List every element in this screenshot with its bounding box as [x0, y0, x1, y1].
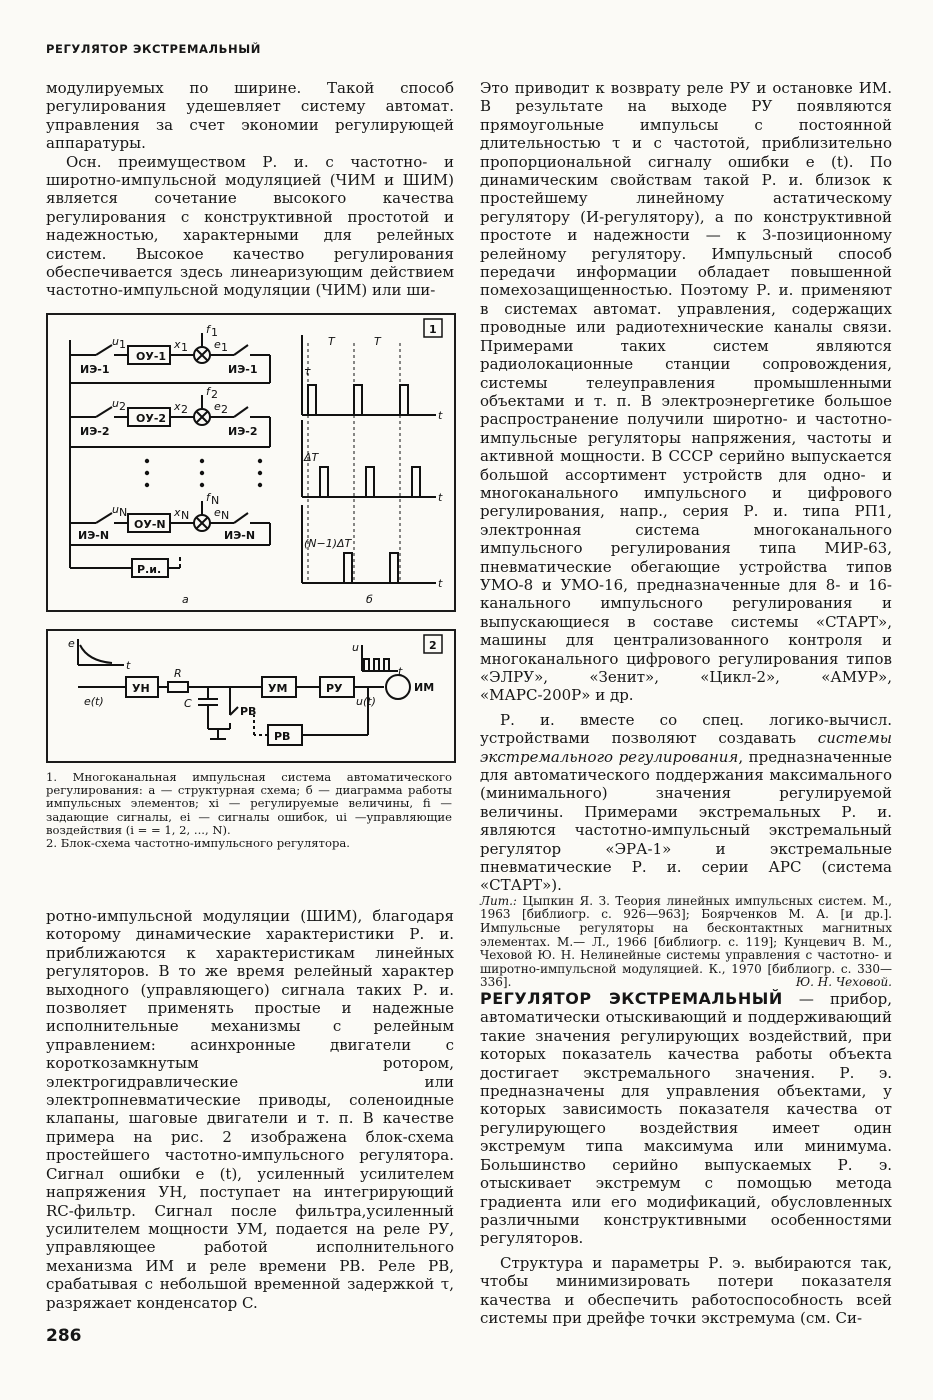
- entry-text: — прибор, автоматически отыскивающий и поддерживающий такие значения регулирующих воздействий, при которых показатель качества работы объекта достигает экстремального значения. Р. э. предназначены для управления объектами, у которых зависимость показателя качества от регулирующего воздействия имеет один экстремум типа максимума или минимума. Большинство серийно выпускаемых Р. э. отыскивает экстремум с помощью метода градиента или его модификаций, обусловленных различными конструктивными особенностями регуляторов.: [480, 990, 892, 1248]
- um-label: УМ: [268, 682, 288, 695]
- text-run: Р. и. вместе со спец. логико-вычисл. устройствами позволяют создавать: [480, 710, 892, 748]
- fN-label: f: [206, 491, 210, 504]
- paragraph: Это приводит к возврату реле РУ и остановке ИМ. В результате на выходе РУ появляются прямоугольные импульсы с постоянной длительностью τ и с частотой, приблизительно пропорциональной сигналу ошибки e (t). По динамическим свойствам такой Р. и. близок к простейшему линейному астатическому регулятору (И-регулятору), а по конструктивной простоте и надежности — к 3-позиционному релейному регулятору. Импульсный способ передачи информации обладает повышенной помехозащищенностью. Поэтому Р. и. применяют в системах автомат. управления, содержащих проводные или радиотехнические каналы связи. Примерами таких систем являются радиолокационные станции сопровождения, системы телеуправления промышленными объектами и т. п. В электроэнергетике большое распространение получили широтно- и частотно-импульсные регуляторы напряжения, частоты и активной мощности. В СССР серийно выпускается большой ассортимент устройств для одно- и многоканального импульсного и цифрового регулирования, напр., серия Р. и. типа РП1, электронная система многоканального импульсного регулирования типа МИР-63, пневматические обегающие устройства типов УМО-8 и УМО-16, предназначенные для 8- и 16-канального импульсного регулирования и выпускающиеся в составе системы «СТАРТ», машины для централизованного контроля и многоканального цифрового регулирования типов «ЭЛРУ», «Зенит», «Цикл-2», «АМУР», «МАРС-200Р» и др.: [480, 79, 892, 705]
- figure-2: [46, 629, 456, 763]
- subfigure-b-label: б: [366, 593, 373, 606]
- capacitor-label: C: [184, 697, 192, 710]
- x2-sub: 2: [181, 403, 188, 416]
- t-axis-label: t: [126, 659, 131, 672]
- fN-sub: N: [211, 494, 220, 507]
- figure-2-diagram: [48, 631, 454, 761]
- literature: [480, 895, 892, 990]
- t-axis-label-3: t: [438, 577, 443, 590]
- tau-label: τ: [304, 365, 311, 378]
- u1-sub: 1: [119, 338, 126, 351]
- im-label: ИМ: [414, 681, 435, 694]
- ouN-label: ОУ-N: [134, 518, 166, 531]
- uN-sub: N: [119, 506, 128, 519]
- e-axis-label: e: [68, 637, 75, 650]
- rv-block-label: РВ: [274, 730, 291, 743]
- ie1-left-label: ИЭ-1: [80, 363, 110, 376]
- control-signal-label: u(t): [356, 695, 376, 708]
- ie2-right-label: ИЭ-2: [228, 425, 258, 438]
- running-header: РЕГУЛЯТОР ЭКСТРЕМАЛЬНЫЙ: [46, 42, 261, 56]
- ru-label: РУ: [326, 682, 343, 695]
- t-axis-label-2: t: [398, 665, 403, 678]
- e1-sub: 1: [221, 341, 228, 354]
- caption-1: 1. Многоканальная импульсная система автоматического регулирования: а — структурная схема; б — диаграмма работы импульсных элементов; xi — регулируемые величины, fi — задающие сигналы, ei — сигналы ошибок, ui —управляющие воздействия (i = = 1, 2, ..., N).: [46, 770, 452, 837]
- literature-text: Цыпкин Я. З. Теория линейных импульсных систем. М., 1963 [библиогр. с. 926—963]; Боярченков М. А. [и др.]. Импульсные регуляторы на бесконтактных магнитных элементах. М.— Л., 1966 [библиогр. с. 119]; Кунцевич В. М., Чеховой Ю. Н. Нелинейные системы управления с частотно- и широтно-импульсной модуляцией. К., 1970 [библиогр. с. 330—336].: [480, 893, 892, 990]
- period-label-1: T: [328, 335, 335, 348]
- ou1-label: ОУ-1: [136, 350, 167, 363]
- paragraph: ротно-импульсной модуляции (ШИМ), благодаря которому динамические характеристики Р. и. приближаются к характеристикам линейных регуляторов. В то же время релейный характер выходного (управляющего) сигнала таких Р. и. позволяет применять простые и надежные исполнительные механизмы с релейным управлением: асинхронные двигатели с короткозамкнутым ротором, электрогидравлические или электропневматические приводы, соленоидные клапаны, шаговые двигатели и т. п. В качестве примера на рис. 2 изображена блок-схема простейшего частотно-импульсного регулятора. Сигнал ошибки e (t), усиленный усилителем напряжения УН, поступает на интегрирующий RC-фильтр. Сигнал после фильтра,усиленный усилителем мощности УМ, подается на реле РУ, управляющее работой исполнительного механизма ИМ и реле времени РВ. Реле РВ, срабатывая с небольшой временной задержкой τ, разряжает конденсатор C.: [46, 907, 454, 1312]
- left-column-bottom: [46, 907, 454, 1312]
- entry-paragraph: [480, 990, 892, 1248]
- resistor: [168, 682, 188, 692]
- im-motor: [386, 675, 410, 699]
- u2-sub: 2: [119, 400, 126, 413]
- figure-1: [46, 313, 456, 612]
- e1-label: e: [214, 338, 221, 351]
- t-axis-label-1: t: [438, 409, 443, 422]
- f2-label: f: [206, 385, 210, 398]
- e2-label: e: [214, 400, 221, 413]
- f1-sub: 1: [211, 326, 218, 339]
- rv-contact-label: РВ: [240, 705, 257, 718]
- ie2-left-label: ИЭ-2: [80, 425, 110, 438]
- paragraph: Структура и параметры Р. э. выбираются так, чтобы минимизировать потери показателя качества и обеспечить работоспособность всей системы при дрейфе точки экстремума (см. Си-: [480, 1253, 892, 1327]
- ou2-label: ОУ-2: [136, 412, 167, 425]
- u-axis-label: u: [352, 641, 359, 654]
- xN-sub: N: [181, 509, 190, 522]
- page-number: 286: [46, 1326, 82, 1346]
- t-axis-label-2: t: [438, 491, 443, 504]
- ieN-left-label: ИЭ-N: [78, 529, 110, 542]
- x2-label: x: [174, 400, 181, 413]
- ieN-right-label: ИЭ-N: [224, 529, 256, 542]
- ri-label: Р.и.: [137, 563, 162, 576]
- uN-label: u: [112, 503, 119, 516]
- paragraph: модулируемых по ширине. Такой способ регулирования удешевляет систему автомат. управления за счет экономии регулирующей аппаратуры.: [46, 79, 454, 153]
- left-column-top: [46, 79, 454, 300]
- un-label: УН: [132, 682, 150, 695]
- x1-sub: 1: [181, 341, 188, 354]
- right-column: [480, 79, 892, 1327]
- period-label-2: T: [374, 335, 381, 348]
- eN-label: e: [214, 506, 221, 519]
- ie1-right-label: ИЭ-1: [228, 363, 258, 376]
- error-signal-label: e(t): [84, 695, 104, 708]
- figure-captions: [46, 771, 452, 850]
- u1-label: u: [112, 335, 119, 348]
- entry-term: РЕГУЛЯТОР ЭКСТРЕМАЛЬНЫЙ: [480, 989, 783, 1009]
- caption-2: 2. Блок-схема частотно-импульсного регулятора.: [46, 836, 350, 851]
- fig1-number: 1: [429, 323, 437, 336]
- paragraph: Осн. преимуществом Р. и. с частотно- и широтно-импульсной модуляцией (ЧИМ и ШИМ) является сочетание высокого качества регулирования с конструктивной простотой и надежностью, характерными для релейных систем. Высокое качество регулирования обеспечивается здесь линеаризующим действием частотно-импульсной модуляции (ЧИМ) или ши-: [46, 152, 454, 300]
- figure-1-diagram: [48, 315, 454, 610]
- xN-label: x: [174, 506, 181, 519]
- n-delta-t-label: (N−1)ΔT: [304, 537, 352, 550]
- u2-label: u: [112, 397, 119, 410]
- f2-sub: 2: [211, 388, 218, 401]
- literature-label: Лит.:: [480, 893, 517, 908]
- e2-sub: 2: [221, 403, 228, 416]
- italic-term: системы экстремального регулирования: [480, 729, 892, 766]
- f1-label: f: [206, 323, 210, 336]
- paragraph: [480, 711, 892, 895]
- subfigure-a-label: а: [182, 593, 189, 606]
- eN-sub: N: [221, 509, 230, 522]
- fig2-number: 2: [429, 639, 437, 652]
- resistor-label: R: [174, 667, 182, 680]
- x1-label: x: [174, 338, 181, 351]
- literature-author: Ю. Н. Чеховой.: [795, 975, 892, 990]
- text-run: , предназначенные для автоматического поддержания максимального (минимального) значения регулируемой величины. Примерами экстремальных Р. и. являются частотно-импульсный экстремальный регулятор «ЭРА-1» и экстремальные пневматические Р. и. серии АРС (система «СТАРТ»).: [480, 747, 892, 895]
- delta-t-label: ΔT: [304, 451, 319, 464]
